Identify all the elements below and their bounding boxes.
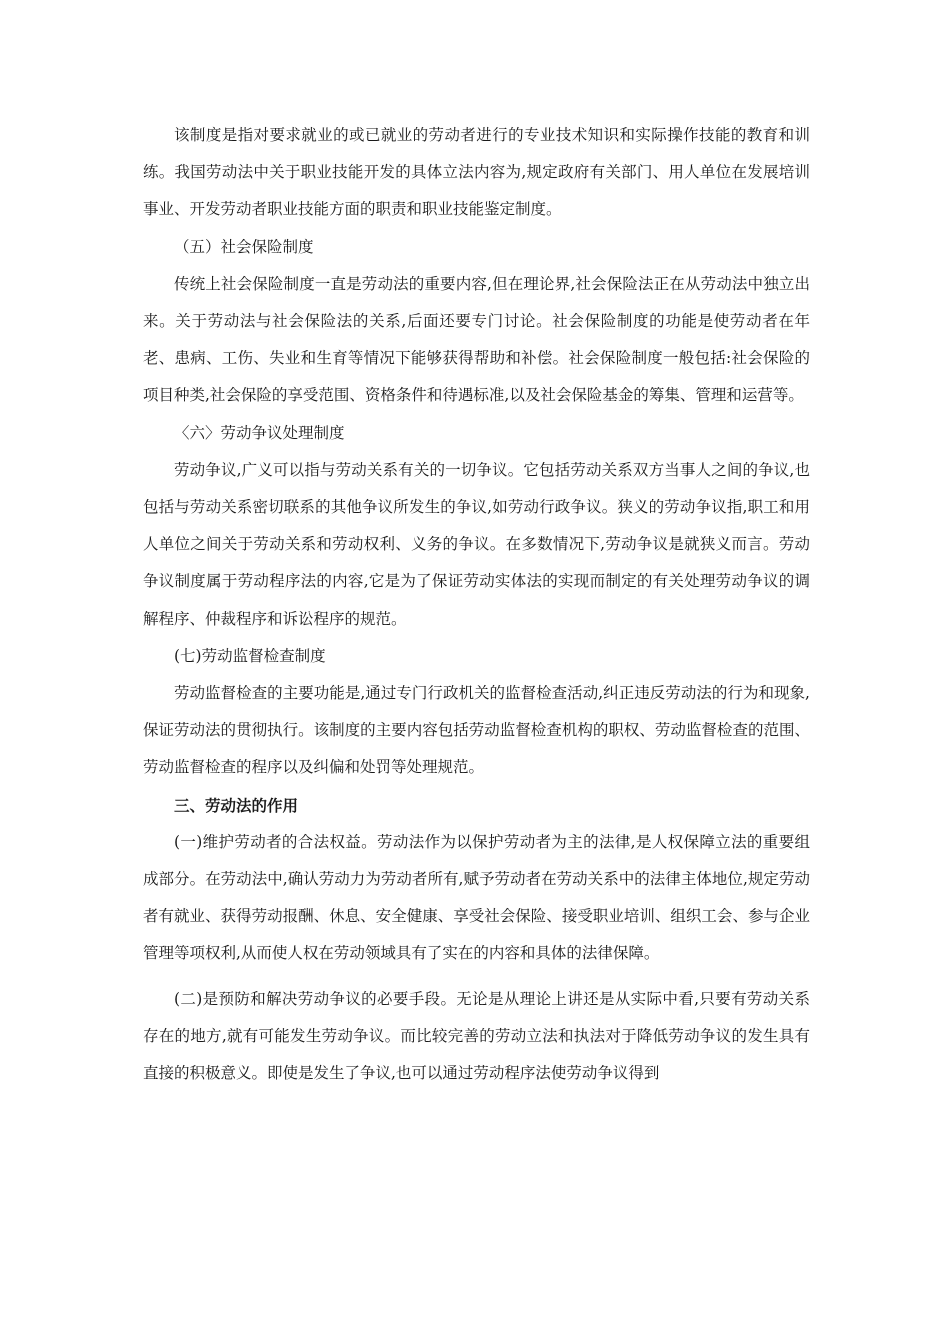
paragraph-social-insurance: 传统上社会保险制度一直是劳动法的重要内容,但在理论界,社会保险法正在从劳动法中独立出来。关于劳动法与社会保险法的关系,后面还要专门讨论。社会保险制度的功能是使劳动者在年老、患病、工伤、失业和生育等情况下能够获得帮助和补偿。社会保险制度一般包括:社会保险的项目种类,社会保险的享受范围、资格条件和待遇标准,以及社会保险基金的筹集、管理和运营等。 bbox=[143, 274, 810, 405]
paragraph-vocational-training: 该制度是指对要求就业的或已就业的劳动者进行的专业技术知识和实际操作技能的教育和训练。我国劳动法中关于职业技能开发的具体立法内容为,规定政府有关部门、用人单位在发展培训事业、开发劳动者职业技能方面的职责和职业技能鉴定制度。 bbox=[143, 126, 810, 219]
heading-social-insurance: （五）社会保险制度 bbox=[174, 237, 314, 256]
heading-labor-supervision: (七)劳动监督检查制度 bbox=[174, 646, 326, 665]
paragraph-labor-dispute: 劳动争议,广义可以指与劳动关系有关的一切争议。它包括劳动关系双方当事人之间的争议,也包括与劳动关系密切联系的其他争议所发生的争议,如劳动行政争议。狭义的劳动争议指,职工和用人单位之间关于劳动关系和劳动权利、义务的争议。在多数情况下,劳动争议是就狭义而言。劳动争议制度属于劳动程序法的内容,它是为了保证劳动实体法的实现而制定的有关处理劳动争议的调解程序、仲裁程序和诉讼程序的规范。 bbox=[143, 460, 810, 628]
document-body bbox=[143, 117, 810, 1092]
heading-labor-dispute: 〈六〉劳动争议处理制度 bbox=[174, 423, 345, 442]
paragraph-protect-rights: (一)维护劳动者的合法权益。劳动法作为以保护劳动者为主的法律,是人权保障立法的重要组成部分。在劳动法中,确认劳动力为劳动者所有,赋予劳动者在劳动关系中的法律主体地位,规定劳动者有就业、获得劳动报酬、休息、安全健康、享受社会保险、接受职业培训、组织工会、参与企业管理等项权利,从而使人权在劳动领域具有了实在的内容和具体的法律保障。 bbox=[143, 832, 810, 963]
paragraph-labor-supervision: 劳动监督检查的主要功能是,通过专门行政机关的监督检查活动,纠正违反劳动法的行为和现象,保证劳动法的贯彻执行。该制度的主要内容包括劳动监督检查机构的职权、劳动监督检查的范围、劳动监督检查的程序以及纠偏和处罚等处理规范。 bbox=[143, 684, 810, 777]
section-heading-role-of-labor-law: 三、劳动法的作用 bbox=[174, 795, 299, 815]
paragraph-resolve-disputes: (二)是预防和解决劳动争议的必要手段。无论是从理论上讲还是从实际中看,只要有劳动关系存在的地方,就有可能发生劳动争议。而比较完善的劳动立法和执法对于降低劳动争议的发生具有直接的积极意义。即使是发生了争议,也可以通过劳动程序法使劳动争议得到 bbox=[143, 989, 810, 1083]
